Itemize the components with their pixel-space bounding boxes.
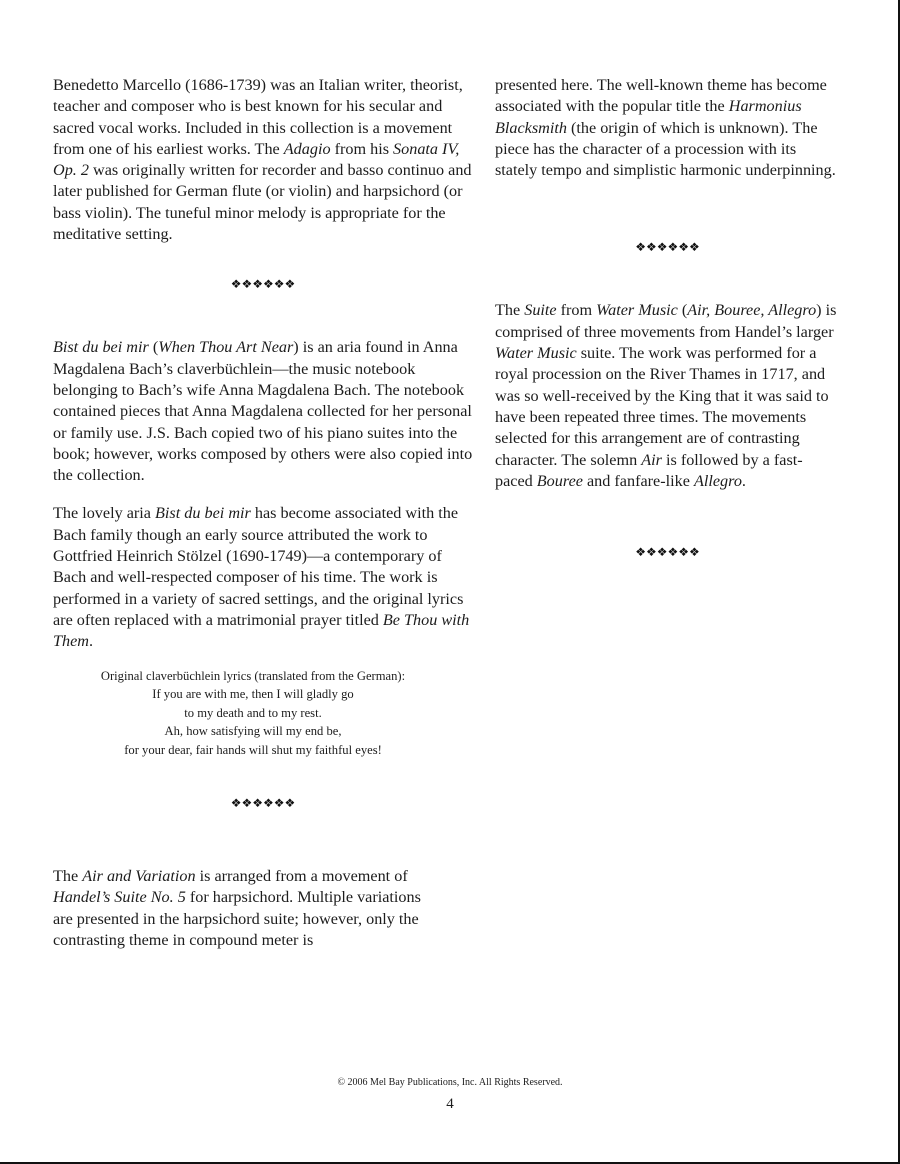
text-span: ( <box>677 301 688 320</box>
blacksmith-title: Harmonius Blacksmith <box>495 97 802 137</box>
water-music-paragraph <box>495 300 840 492</box>
water-music-title: Water Music <box>596 301 678 320</box>
verse-line: for your dear, fair hands will shut my faithful eyes! <box>124 742 382 757</box>
verse-line: to my death and to my rest. <box>184 705 322 720</box>
text-span: ) is an aria found in Anna Magdalena Bach’s claverbüchlein—the music notebook belonging to Bach’s wife Anna Magdalena Bach. The notebook contained pieces that Anna Magdalena collected for her personal or family use. J.S. Bach copied two of his piano suites into the book; however, works composed by others were also copied into the collection. <box>53 338 473 485</box>
section-separator: ❖❖❖❖❖❖ <box>635 240 700 255</box>
section-separator: ❖❖❖❖❖❖ <box>230 277 296 292</box>
text-span: is arranged from a movement of <box>195 867 408 886</box>
text-span: and fanfare-like <box>582 471 694 490</box>
text-span: . <box>88 632 94 651</box>
text-span: The <box>53 867 83 886</box>
left-column <box>53 75 473 951</box>
lyrics-verse <box>53 667 453 760</box>
sonata-title: Sonata IV, Op. 2 <box>53 139 460 180</box>
text-span: presented here. The well-known theme has become associated with the popular title the <box>495 76 827 116</box>
suite-title: Suite <box>524 301 557 320</box>
marcello-paragraph <box>53 75 473 245</box>
text-span: The <box>495 301 525 320</box>
text-span: . <box>741 471 746 490</box>
text-span: ) is comprised of three movements from Handel’s larger <box>495 301 837 341</box>
text-span: has become associated with the Bach family though an early source attributed the work to Gottfried Heinrich Stölzel (1690-1749)—a contemporary of Bach and well-respected composer of his time. The work is performed in a variety of sacred settings, and the original lyrics are often replaced with a matrimonial prayer titled <box>53 504 464 629</box>
bouree-title: Bouree <box>536 471 583 490</box>
section-separator: ❖❖❖❖❖❖ <box>230 796 296 811</box>
air-title: Air <box>641 450 662 469</box>
verse-line: If you are with me, then I will gladly go <box>152 687 354 702</box>
aria-title: Bist du bei mir <box>53 338 149 357</box>
adagio-title: Adagio <box>283 139 331 158</box>
lovely-aria-paragraph <box>53 503 473 652</box>
right-column <box>495 75 840 559</box>
verse-line: Ah, how satisfying will my end be, <box>164 724 342 739</box>
text-span: The lovely aria <box>53 504 156 523</box>
verse-line: Original claverbüchlein lyrics (translated from the German): <box>100 668 406 683</box>
text-span: suite. The work was performed for a royal procession on the River Thames in 1717, and was so well-received by the King that it was said to have been repeated three times. The movements selected for this arrangement are of contrasting character. The solemn <box>495 344 829 469</box>
page-number: 4 <box>446 1096 454 1112</box>
water-music-title: Water Music <box>495 344 577 363</box>
aria-title: Bist du bei mir <box>155 504 251 523</box>
text-span: for harpsichord. Multiple variations are presented in the harpsichord suite; however, only the contrasting theme in compound meter is <box>53 888 421 949</box>
air-variation-paragraph <box>53 866 433 951</box>
bist-paragraph <box>53 337 473 486</box>
continued-paragraph <box>495 75 840 181</box>
text-span: was originally written for recorder and basso continuo and later published for German flute (or violin) and harpsichord (or bass violin). The tuneful minor melody is appropriate for the meditative setting. <box>53 161 472 244</box>
text-span: is followed by a fast-paced <box>495 450 803 490</box>
allegro-title: Allegro <box>693 471 742 490</box>
aria-translation: When Thou Art Near <box>158 338 294 357</box>
prayer-title: Be Thou with Them <box>53 610 470 651</box>
copyright-footer: © 2006 Mel Bay Publications, Inc. All Rights Reserved. <box>337 1077 563 1088</box>
air-title: Air and Variation <box>82 867 196 886</box>
text-span: ( <box>148 338 159 357</box>
text-span: from his <box>330 139 394 158</box>
text-span: Benedetto Marcello (1686-1739) was an Italian writer, theorist, teacher and composer who is best known for his secular and sacred vocal works. Included in this collection is a movement from one of his earliest works. The <box>53 76 463 158</box>
section-separator: ❖❖❖❖❖❖ <box>635 545 700 560</box>
movements-list: Air, Bouree, Allegro <box>687 301 817 320</box>
text-span: from <box>556 301 597 320</box>
suite-title: Handel’s Suite No. 5 <box>53 888 186 907</box>
text-span: (the origin of which is unknown). The piece has the character of a procession with its stately tempo and simplistic harmonic underpinning. <box>495 118 836 180</box>
